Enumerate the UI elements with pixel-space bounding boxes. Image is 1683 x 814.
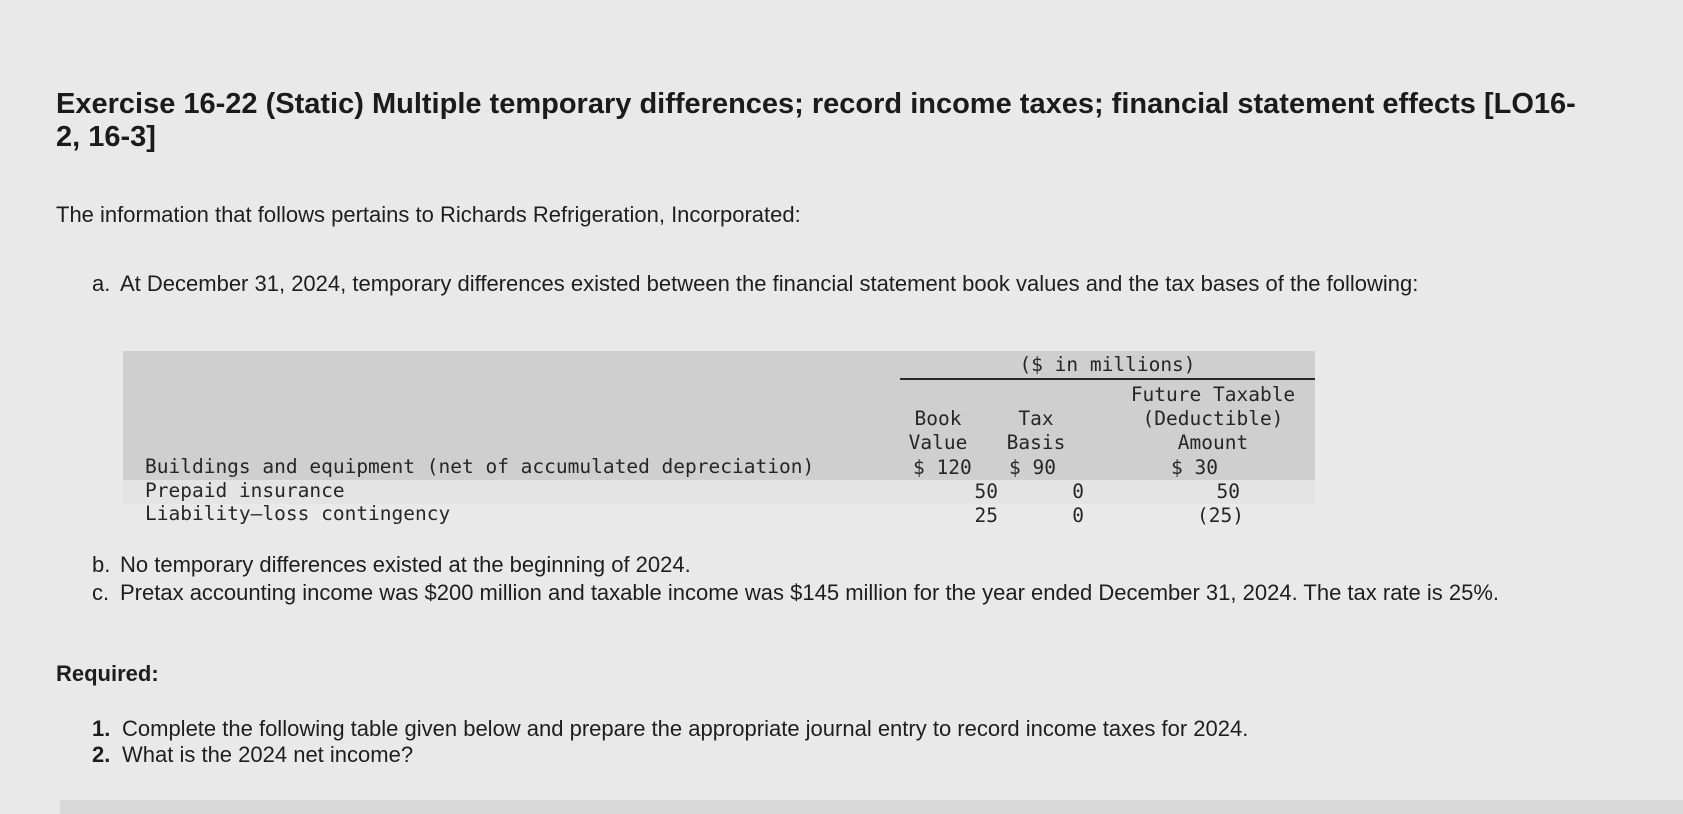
row-amount-buildings: $ 30 — [1171, 456, 1218, 479]
row-tax-buildings: $ 90 — [1009, 456, 1056, 479]
table-units-header: ($ in millions) — [1019, 353, 1196, 376]
list-item-text: Pretax accounting income was $200 million and taxable income was $145 million for the year ended December 31, 2024. The tax rate is 25%. — [120, 580, 1500, 605]
row-tax-contingency: 0 — [1072, 504, 1084, 527]
requirement-text: Complete the following table given below and prepare the appropriate journal entry to record income taxes for 2024. — [122, 716, 1249, 741]
header-book: Book — [914, 407, 962, 430]
list-item-text: No temporary differences existed at the beginning of 2024. — [120, 552, 691, 577]
header-value: Value — [908, 431, 968, 454]
list-item-text: At December 31, 2024, temporary differences existed between the financial statement book values and the tax bases of the following: — [120, 271, 1419, 296]
list-item-label: c. — [92, 580, 110, 605]
row-book-contingency: 25 — [974, 504, 998, 527]
requirement-text: What is the 2024 net income? — [122, 742, 414, 767]
header-basis: Basis — [1006, 431, 1066, 454]
row-book-prepaid: 50 — [974, 480, 998, 503]
requirement-number: 2. — [92, 742, 111, 767]
intro-text: The information that follows pertains to Richards Refrigeration, Incorporated: — [56, 202, 801, 227]
temporary-differences-table — [123, 351, 1315, 531]
list-item-label: a. — [92, 271, 111, 296]
table-units-underline — [900, 378, 1315, 380]
row-name-contingency: Liability–loss contingency — [145, 502, 451, 525]
row-amount-contingency: (25) — [1197, 504, 1244, 527]
row-book-buildings: $ 120 — [913, 456, 972, 479]
requirement-number: 1. — [92, 716, 111, 741]
list-item-label: b. — [92, 552, 111, 577]
exercise-title: Exercise 16-22 (Static) Multiple temporary differences; record income taxes; financial statement effects [LO16-2, 16-3] — [56, 88, 1576, 153]
row-name-prepaid: Prepaid insurance — [145, 479, 345, 502]
header-deductible: (Deductible) — [1142, 407, 1284, 430]
row-tax-prepaid: 0 — [1072, 480, 1084, 503]
header-tax: Tax — [1018, 407, 1054, 430]
header-amount: Amount — [1177, 431, 1249, 454]
answer-panel-edge — [60, 800, 1683, 814]
row-amount-prepaid: 50 — [1216, 480, 1240, 503]
row-name-buildings: Buildings and equipment (net of accumulated depreciation) — [145, 455, 815, 478]
header-future-taxable: Future Taxable — [1130, 383, 1296, 406]
required-heading: Required: — [56, 661, 159, 686]
